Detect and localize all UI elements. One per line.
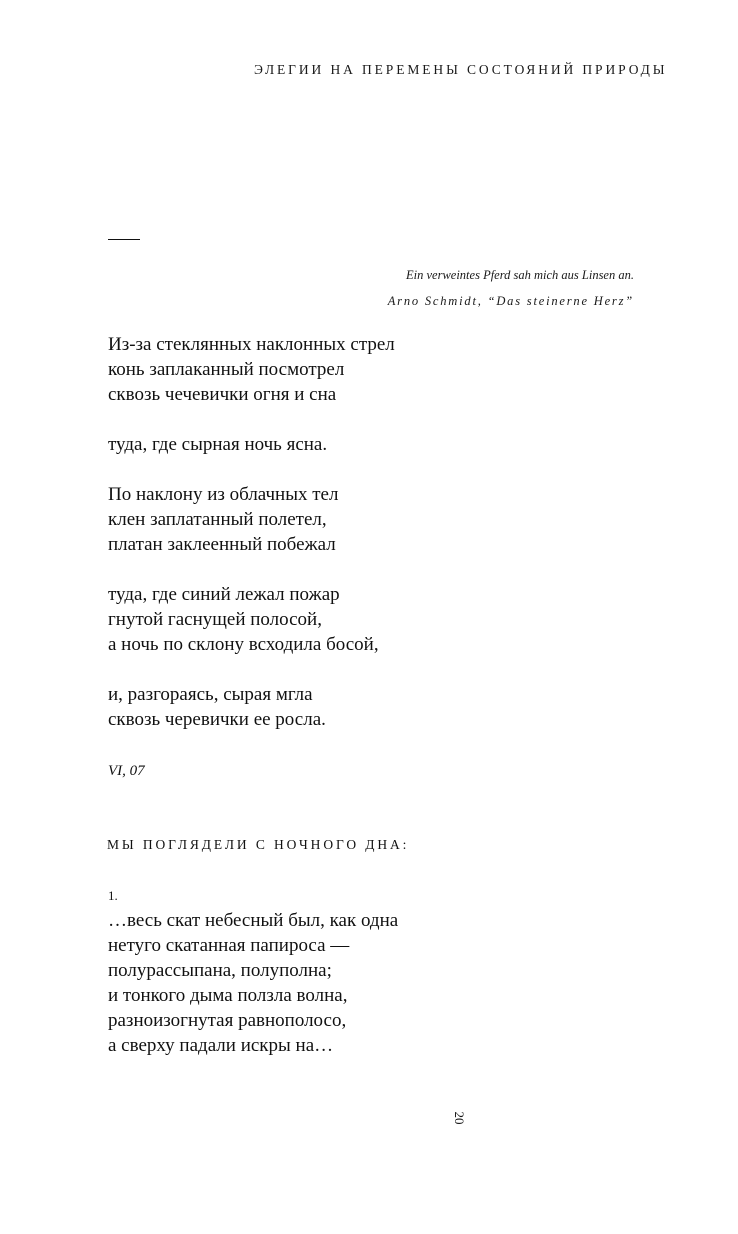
stanza-3 (108, 482, 395, 557)
epigraph (388, 262, 634, 314)
poem-line: туда, где сырная ночь ясна. (108, 434, 328, 455)
stanza-2 (108, 432, 395, 457)
stanza-4 (108, 582, 395, 657)
poem-line: и тонкого дыма ползла волна, (108, 985, 348, 1006)
poem-text (108, 332, 395, 732)
stanza-5 (108, 682, 395, 732)
poem-line: полурассыпана, полуполна; (108, 960, 332, 981)
part-number: 1. (108, 888, 118, 903)
poem-line: сквозь черевички ее росла. (108, 709, 326, 730)
poem-line: сквозь чечевички огня и сна (108, 384, 337, 405)
poem-date: VI, 07 (108, 763, 145, 779)
epigraph-quote: Ein verweintes Pferd sah mich aus Linsen an. (406, 268, 634, 282)
poem-line: …весь скат небесный был, как одна (108, 910, 399, 931)
poem-line: платан заклеенный побежал (108, 534, 336, 555)
stanza-1 (108, 332, 395, 407)
poem-line: гнутой гаснущей полосой, (108, 609, 322, 630)
epigraph-source: Arno Schmidt, “Das steinerne Herz” (387, 294, 634, 308)
poem-line: и, разгораясь, сырая мгла (108, 684, 313, 705)
poem-line: а ночь по склону всходила босой, (108, 634, 379, 655)
poem-line: нетуго скатанная папироса — (108, 935, 350, 956)
stanza-1 (108, 908, 398, 1058)
poem-text-2 (108, 908, 398, 1058)
poem-line: По наклону из облачных тел (108, 484, 339, 505)
poem-title: МЫ ПОГЛЯДЕЛИ С НОЧНОГО ДНА: (107, 837, 410, 852)
poem-line: Из-за стеклянных наклонных стрел (108, 334, 395, 355)
section-divider-dash (108, 239, 140, 240)
poem-line: клен заплатанный полетел, (108, 509, 327, 530)
poem-line: а сверху падали искры на… (108, 1035, 334, 1056)
poem-line: разноизогнутая равнополосо, (108, 1010, 347, 1031)
poem-line: конь заплаканный посмотрел (108, 359, 345, 380)
poem-line: туда, где синий лежал пожар (108, 584, 340, 605)
running-head: ЭЛЕГИИ НА ПЕРЕМЕНЫ СОСТОЯНИЙ ПРИРОДЫ (254, 62, 668, 77)
page-number: 20 (452, 1111, 467, 1125)
